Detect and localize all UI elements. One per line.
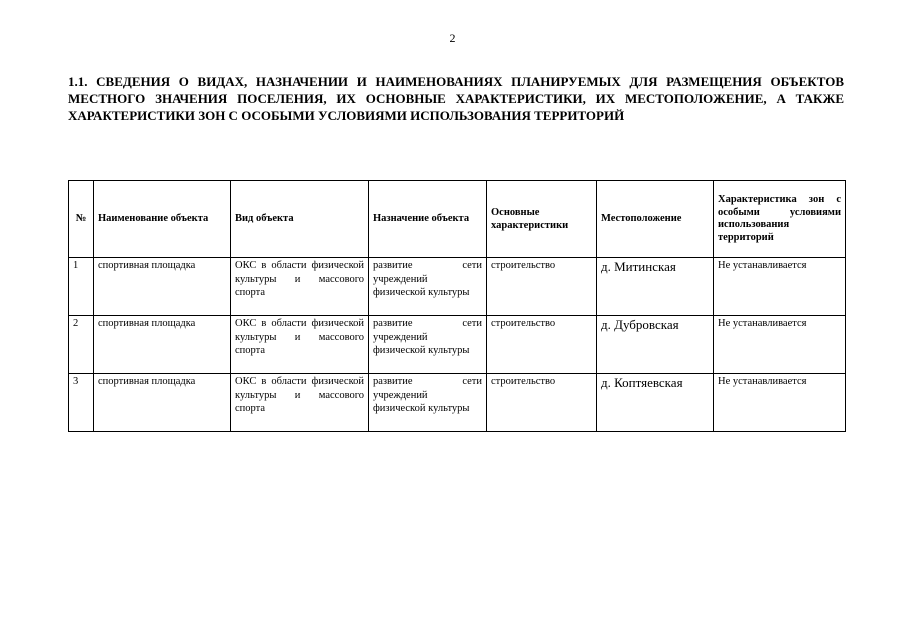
cell-number: 2 bbox=[69, 316, 94, 374]
cell-location: д. Митинская bbox=[597, 258, 714, 316]
header-zone-characteristics-text: Характеристика зон с особыми условиями использования территорий bbox=[718, 194, 841, 243]
cell-object-type: ОКС в области физической культуры и массового спорта bbox=[231, 258, 369, 316]
header-object-type: Вид объекта bbox=[231, 181, 369, 258]
header-location: Местоположение bbox=[597, 181, 714, 258]
page-number: 2 bbox=[449, 31, 456, 45]
header-object-purpose: Назначение объекта bbox=[369, 181, 487, 258]
cell-zone-characteristics: Не устанавливается bbox=[714, 316, 846, 374]
table-header-row bbox=[69, 181, 846, 258]
section-heading: 1.1. СВЕДЕНИЯ О ВИДАХ, НАЗНАЧЕНИИ И НАИМЕНОВАНИЯХ ПЛАНИРУЕМЫХ ДЛЯ РАЗМЕЩЕНИЯ ОБЪЕКТОВ МЕСТНОГО ЗНАЧЕНИЯ ПОСЕЛЕНИЯ, ИХ ОСНОВНЫЕ ХАРАКТЕРИСТИКИ, ИХ МЕСТОПОЛОЖЕНИЕ, А ТАКЖЕ ХАРАКТЕРИСТИКИ ЗОН С ОСОБЫМИ УСЛОВИЯМИ ИСПОЛЬЗОВАНИЯ ТЕРРИТОРИЙ bbox=[68, 74, 844, 123]
cell-main-characteristics: строительство bbox=[487, 374, 597, 432]
cell-object-name: спортивная площадка bbox=[94, 316, 231, 374]
cell-location: д. Коптяевская bbox=[597, 374, 714, 432]
planned-objects-table bbox=[68, 180, 846, 432]
cell-object-purpose: развитие сети учреждений физической культуры bbox=[369, 374, 487, 432]
cell-zone-characteristics: Не устанавливается bbox=[714, 258, 846, 316]
cell-main-characteristics: строительство bbox=[487, 258, 597, 316]
cell-main-characteristics: строительство bbox=[487, 316, 597, 374]
cell-number: 3 bbox=[69, 374, 94, 432]
cell-number: 1 bbox=[69, 258, 94, 316]
cell-object-purpose: развитие сети учреждений физической культуры bbox=[369, 258, 487, 316]
cell-object-name: спортивная площадка bbox=[94, 374, 231, 432]
table-row bbox=[69, 316, 846, 374]
header-main-characteristics: Основные характеристики bbox=[487, 181, 597, 258]
cell-location: д. Дубровская bbox=[597, 316, 714, 374]
header-zone-characteristics bbox=[714, 181, 846, 258]
cell-object-name: спортивная площадка bbox=[94, 258, 231, 316]
header-number: № bbox=[69, 181, 94, 258]
cell-object-type: ОКС в области физической культуры и массового спорта bbox=[231, 316, 369, 374]
table-row bbox=[69, 374, 846, 432]
table-row bbox=[69, 258, 846, 316]
cell-zone-characteristics: Не устанавливается bbox=[714, 374, 846, 432]
header-object-name: Наименование объекта bbox=[94, 181, 231, 258]
cell-object-type: ОКС в области физической культуры и массового спорта bbox=[231, 374, 369, 432]
cell-object-purpose: развитие сети учреждений физической культуры bbox=[369, 316, 487, 374]
